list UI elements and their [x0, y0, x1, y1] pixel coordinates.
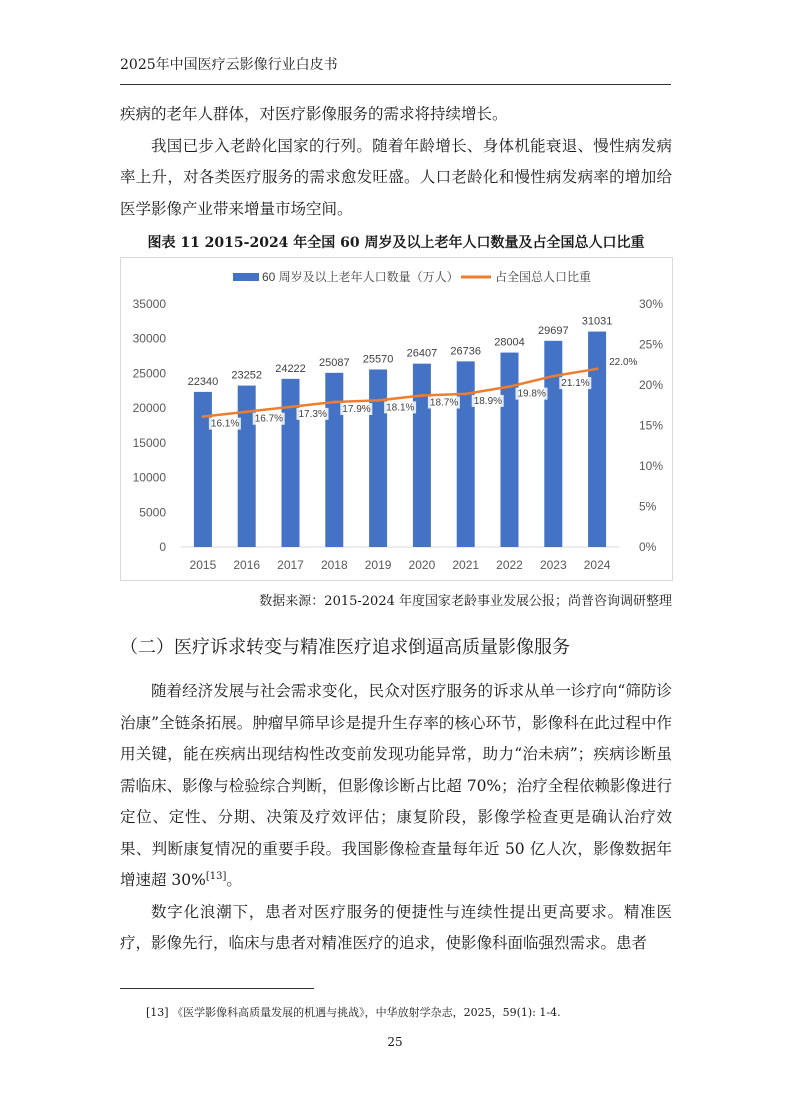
ratio-value-label: 16.7%: [254, 413, 284, 425]
paragraph-demand: [120, 676, 672, 897]
y-right-tick-label: 15%: [639, 418, 664, 433]
ratio-value-label: 18.7%: [429, 397, 459, 409]
ratio-value-label: 19.8%: [517, 388, 546, 400]
bar-value-label: 25570: [362, 353, 394, 366]
bar: [369, 369, 387, 547]
y-left-tick-label: 0: [159, 540, 166, 554]
ratio-point: [508, 385, 511, 388]
legend-bar-label: 60 周岁及以上老年人口数量（万人）: [262, 270, 459, 284]
x-tick-label: 2019: [364, 558, 392, 572]
bar-value-label: 29697: [538, 324, 569, 337]
y-left-tick-label: 25000: [132, 366, 166, 381]
section-heading: （二）医疗诉求转变与精准医疗追求倒逼高质量影像服务: [120, 637, 570, 658]
y-right-tick-label: 0%: [639, 540, 657, 554]
y-left-tick-label: 15000: [132, 435, 166, 450]
paragraph-aging: 我国已步入老龄化国家的行列。随着年龄增长、身体机能衰退、慢性病发病率上升，对各类医疗服务的需求愈发旺盛。人口老龄化和慢性病发病率的增加给医学影像产业带来增量市场空间。: [120, 136, 672, 218]
paragraph-demand-text: 随着经济发展与社会需求变化，民众对医疗服务的诉求从单一诊疗向“筛防诊治康”全链条拓展。肿瘤早筛早诊是提升生存率的核心环节，影像科在此过程中作用关键，能在疾病出现结构性改变前发现功能异常，助力“治未病”；疾病诊断虽需临床、影像与检验综合判断，但影像诊断占比超 70%；治疗全程依赖影像进行定位、定性、分期、决策及疗效评估；康复阶段，影像学检查更是确认治疗效果、判断康复情况的重要手段。我国影像检查量每年近 50 亿人次，影像数据年增速超 30%: [120, 682, 672, 889]
y-left-tick-label: 10000: [132, 470, 166, 485]
legend-line-label: 占全国总人口比重: [495, 270, 592, 284]
x-tick-label: 2017: [277, 558, 304, 572]
figure-caption: 图表 11 2015-2024 年全国 60 周岁及以上老年人口数量及占全国总人口比重: [147, 235, 645, 251]
ratio-point: [552, 375, 555, 378]
bar: [325, 373, 343, 547]
ratio-point: [420, 394, 423, 397]
y-left-tick-label: 35000: [132, 297, 166, 311]
paragraph-continuation: 疾病的老年人群体，对医疗影像服务的需求将持续增长。: [120, 105, 508, 123]
body-text-top: [120, 99, 672, 225]
ratio-point: [201, 415, 204, 418]
ratio-point: [596, 367, 599, 370]
x-tick-label: 2021: [452, 558, 480, 572]
y-left-tick-label: 20000: [132, 401, 166, 416]
ratio-value-label: 18.1%: [386, 402, 415, 414]
chart-container: [120, 257, 673, 581]
body-text-section: [120, 676, 672, 960]
running-header: 2025年中国医疗云影像行业白皮书: [120, 57, 338, 73]
page-number: 25: [387, 1035, 403, 1049]
y-left-tick-label: 30000: [132, 331, 166, 346]
bar: [457, 361, 475, 547]
bar-value-label: 26736: [450, 345, 481, 358]
ratio-value-label: 16.1%: [210, 418, 240, 430]
bar: [544, 341, 562, 547]
y-left-tick-label: 5000: [139, 505, 166, 520]
bar: [282, 379, 300, 547]
x-tick-label: 2015: [189, 558, 217, 572]
y-right-tick-label: 10%: [639, 459, 664, 473]
paragraph-digital: 数字化浪潮下，患者对医疗服务的便捷性与连续性提出更高要求。精准医疗，影像先行，临床与患者对精准医疗的追求，使影像科面临强烈需求。患者: [120, 902, 672, 952]
bar: [501, 353, 519, 547]
figure-source: 数据来源：2015-2024 年度国家老龄事业发展公报；尚普咨询调研整理: [259, 594, 672, 609]
ratio-value-label: 22.0%: [609, 356, 638, 368]
footnote-rule: [120, 988, 314, 989]
bar-value-label: 28004: [494, 336, 525, 349]
y-right-tick-label: 25%: [639, 337, 664, 352]
y-right-tick-label: 20%: [639, 378, 664, 392]
bar-value-label: 31031: [581, 315, 613, 328]
header-rule: [120, 84, 671, 85]
footnote: [13] 《医学影像科高质量发展的机遇与挑战》，中华放射学杂志，2025，59(1): 1-4.: [146, 1006, 561, 1019]
ratio-value-label: 21.1%: [561, 378, 590, 390]
bar: [413, 364, 431, 547]
x-tick-label: 2018: [320, 558, 348, 572]
x-tick-label: 2016: [233, 558, 261, 572]
bar-value-label: 26407: [406, 347, 438, 360]
bar-value-label: 25087: [319, 356, 350, 369]
y-right-tick-label: 30%: [639, 297, 664, 311]
bar-value-label: 23252: [231, 369, 262, 382]
x-tick-label: 2022: [496, 558, 523, 572]
combo-chart: [121, 258, 672, 580]
x-tick-label: 2020: [408, 558, 436, 572]
ratio-point: [289, 405, 292, 408]
ratio-value-label: 17.9%: [342, 404, 371, 416]
x-tick-label: 2024: [583, 558, 611, 572]
ratio-point: [377, 399, 380, 402]
ratio-point: [333, 401, 336, 404]
y-right-tick-label: 5%: [639, 499, 657, 514]
ratio-point: [245, 410, 248, 413]
ratio-value-label: 18.9%: [473, 395, 503, 407]
bar-value-label: 24222: [275, 362, 306, 375]
ratio-value-label: 17.3%: [298, 408, 327, 420]
legend-bar-swatch: [233, 273, 259, 281]
ratio-point: [464, 392, 467, 395]
bar: [588, 332, 606, 547]
x-tick-label: 2023: [539, 558, 567, 572]
citation-ref[interactable]: [13]: [205, 870, 227, 882]
paragraph-demand-end: 。: [226, 871, 242, 889]
bar-value-label: 22340: [187, 375, 219, 388]
